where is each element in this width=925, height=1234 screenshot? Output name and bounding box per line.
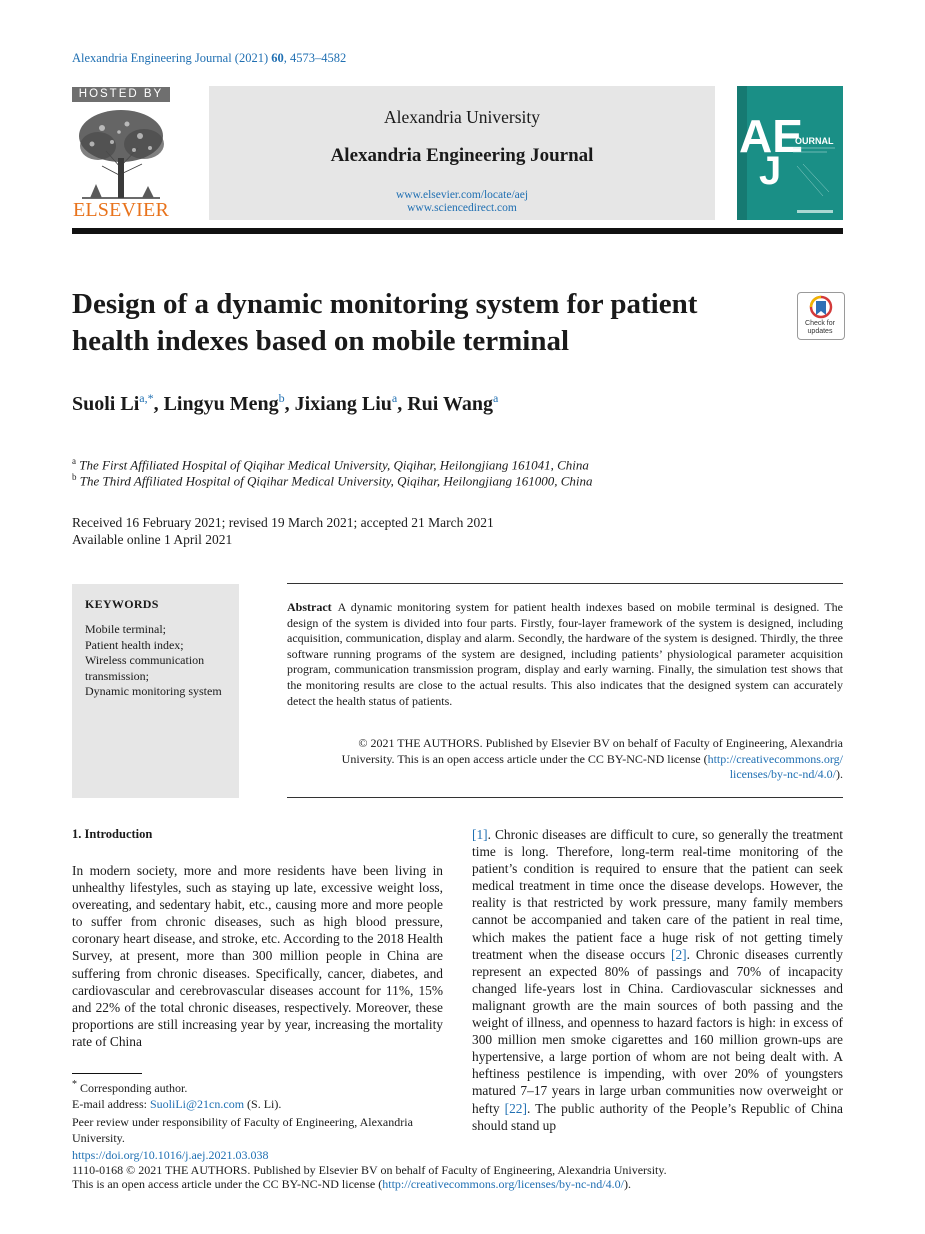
abstract-copyright: © 2021 THE AUTHORS. Published by Elsevier BV on behalf of Faculty of Engineering, Alexandria University. This is an open access article under the CC BY-NC-ND license (http://creativecommons.org/ licenses/by-nc-nd/4.0/). xyxy=(341,736,843,782)
keyword-item: Mobile terminal; xyxy=(85,622,166,636)
journal-cover-art xyxy=(737,86,843,220)
keyword-item: Patient health index; xyxy=(85,637,184,652)
article-title: Design of a dynamic monitoring system for patient health indexes based on mobile terminal xyxy=(72,288,698,357)
footnote-rule xyxy=(72,1073,142,1074)
affiliation-b: $^b$ The Third Affiliated Hospital of Qiqihar Medical University, Qiqihar, Heilongjiang 161000, China xyxy=(72,472,593,489)
abstract xyxy=(287,600,843,709)
author-name[interactable]: Lingyu Meng xyxy=(163,393,279,415)
footer-license-link[interactable]: http://creativecommons.org/licenses/by-nc-nd/4.0/ xyxy=(382,1177,624,1191)
elsevier-tree-logo xyxy=(72,106,170,202)
header-rule xyxy=(72,228,843,234)
abstract-label: Abstract xyxy=(287,600,332,614)
cover-letters-ae: AE xyxy=(739,110,803,162)
citation-link[interactable]: [2] xyxy=(671,946,687,962)
body-column-left: In modern society, more and more residents have been living in unhealthy lifestyles, such as staying up late, excessive weight loss, overeating, and sedentary habit, etc., causing more and more people to suffer from chronic diseases, such as high blood pressure, coronary heart disease, and stroke, etc. According to the 2018 Health Survey, at present, more than 300 million people in China are suffering from chronic diseases. Specifically, cancer, diabetes, and cardiovascular and cerebrovascular diseases account for 11%, 15% and 22% of the total chronic diseases, respectively. Moreover, these proportions are still increasing year by year, increasing the mortality rate of China xyxy=(72,863,443,1049)
doi-link[interactable]: https://doi.org/10.1016/j.aej.2021.03.038 xyxy=(72,1148,269,1162)
license-link-continued[interactable]: licenses/by-nc-nd/4.0/ xyxy=(729,767,836,782)
available-online-date: Available online 1 April 2021 xyxy=(72,532,233,547)
journal-cover-image[interactable] xyxy=(737,86,843,220)
abstract-text: A dynamic monitoring system for patient health indexes based on mobile terminal is designed. The design of the system is divided into four parts. Firstly, four-layer framework of the system is designed, including acquisition, communication, display and alarm. Secondly, the hardware of the system is designed. Thirdly, the three software running programs of the system are designed, including patients’ physiological parameter acquisition program, communication transmission program, display and early warning. Finally, the simulation test shows that the monitoring results are close to the actual results. This also indicates that the designed system can accurately detect the health status of patients. xyxy=(287,600,843,708)
affiliation-a: $^a$ The First Affiliated Hospital of Qiqihar Medical University, Qiqihar, Heilongjiang 161041, China xyxy=(72,456,589,473)
citation-link[interactable]: [1] xyxy=(472,827,488,842)
journal-name: Alexandria Engineering Journal xyxy=(330,145,594,166)
keyword-item: Dynamic monitoring system xyxy=(85,684,222,698)
author-affiliation-mark[interactable]: a xyxy=(391,391,398,405)
article-dates xyxy=(72,514,494,548)
issn-line: 1110-0168 © 2021 THE AUTHORS. Published by Elsevier BV on behalf of Faculty of Engineering, Alexandria University. xyxy=(72,1162,667,1177)
corresponding-author-note: * Corresponding author. xyxy=(72,1079,188,1095)
author-affiliation-mark[interactable]: b xyxy=(278,391,285,405)
author-name[interactable]: Suoli Li xyxy=(72,393,140,415)
keywords-heading: KEYWORDS xyxy=(85,597,159,611)
author-list: Suoli $Li^{a,*}$, Lingyu Meng$^b$, Jixiang Liu$^a$, Rui Wang$^a$ xyxy=(72,391,499,415)
crossmark-icon xyxy=(798,293,844,321)
email-link[interactable]: SuoliLi@21cn.com xyxy=(149,1096,245,1111)
hosted-by-label: HOSTED BY xyxy=(72,87,170,102)
citation-link[interactable]: [22] xyxy=(504,1100,527,1116)
elsevier-wordmark: ELSEVIER xyxy=(72,199,170,221)
section-heading-introduction: 1. Introduction xyxy=(72,827,153,841)
university-name: Alexandria University xyxy=(384,107,540,127)
journal-reference[interactable]: Alexandria Engineering Journal (2021) 60, 4573–4582 xyxy=(72,51,347,65)
author-name[interactable]: Rui Wang xyxy=(407,393,493,415)
received-dates: Received 16 February 2021; revised 19 March 2021; accepted 21 March 2021 xyxy=(72,515,494,530)
keyword-item: Wireless communication xyxy=(85,653,205,667)
page-footer: https://doi.org/10.1016/j.aej.2021.03.038 1110-0168 © 2021 THE AUTHORS. Published by Elsevier BV on behalf of Faculty of Engineering, Alexandria University. This is an open access article under the CC BY-NC-ND license (http://creativecommons.org/licenses/by-nc-nd/4.0/). xyxy=(72,1148,852,1192)
author-affiliation-mark[interactable]: a xyxy=(493,391,499,405)
abstract-bottom-rule xyxy=(287,797,843,798)
license-link[interactable]: http://creativecommons.org/ xyxy=(707,751,843,766)
crossmark-label: Check for updates xyxy=(805,320,835,335)
keyword-item: transmission; xyxy=(85,668,150,683)
cover-word: OURNAL xyxy=(795,136,834,146)
abstract-top-rule xyxy=(287,583,843,584)
cover-letter-j: J xyxy=(759,149,782,193)
email-note: E-mail address: SuoliLi@21cn.com (S. Li). xyxy=(72,1096,282,1111)
author-affiliation-mark[interactable]: a,* xyxy=(139,391,154,405)
body-column-right: [1]. Chronic diseases are difficult to cure, so generally the treatment time is long. Therefore, long-term real-time monitoring of the patient’s condition is required to ensure that the patient can seek medical treatment in time once the disease develops. However, the reality is that restricted by work pressure, many family members cannot be accompanied and taken care of the patient in real time, which makes the patient face a huge risk of not getting timely treatment when the disease occurs [2]. Chronic diseases currently represent an expected 80% of passings and 70% of incapacity changed life-years lost in China. Cardiovascular sicknesses and malignant growth are the main sources of both passing and the weight of illness, and openness to hazard factors is high: in excess of 300 million men smoke cigarettes and 160 million grown-ups are hypertensive, a large portion of whom are not being dealt with. A heftiness pestilence is impending, with over 20% of youngsters matured 7–17 years in large urban communities now overweight or hefty [22]. The public authority of the People’s Republic of China should stand up xyxy=(472,827,843,1133)
footnotes xyxy=(72,1077,444,1146)
author-name[interactable]: Jixiang Liu xyxy=(294,393,392,415)
journal-homepage-link[interactable]: www.elsevier.com/locate/aej xyxy=(395,189,529,201)
peer-review-note: Peer review under responsibility of Faculty of Engineering, Alexandria University. xyxy=(72,1115,413,1145)
sciencedirect-link[interactable]: www.sciencedirect.com xyxy=(407,202,517,214)
